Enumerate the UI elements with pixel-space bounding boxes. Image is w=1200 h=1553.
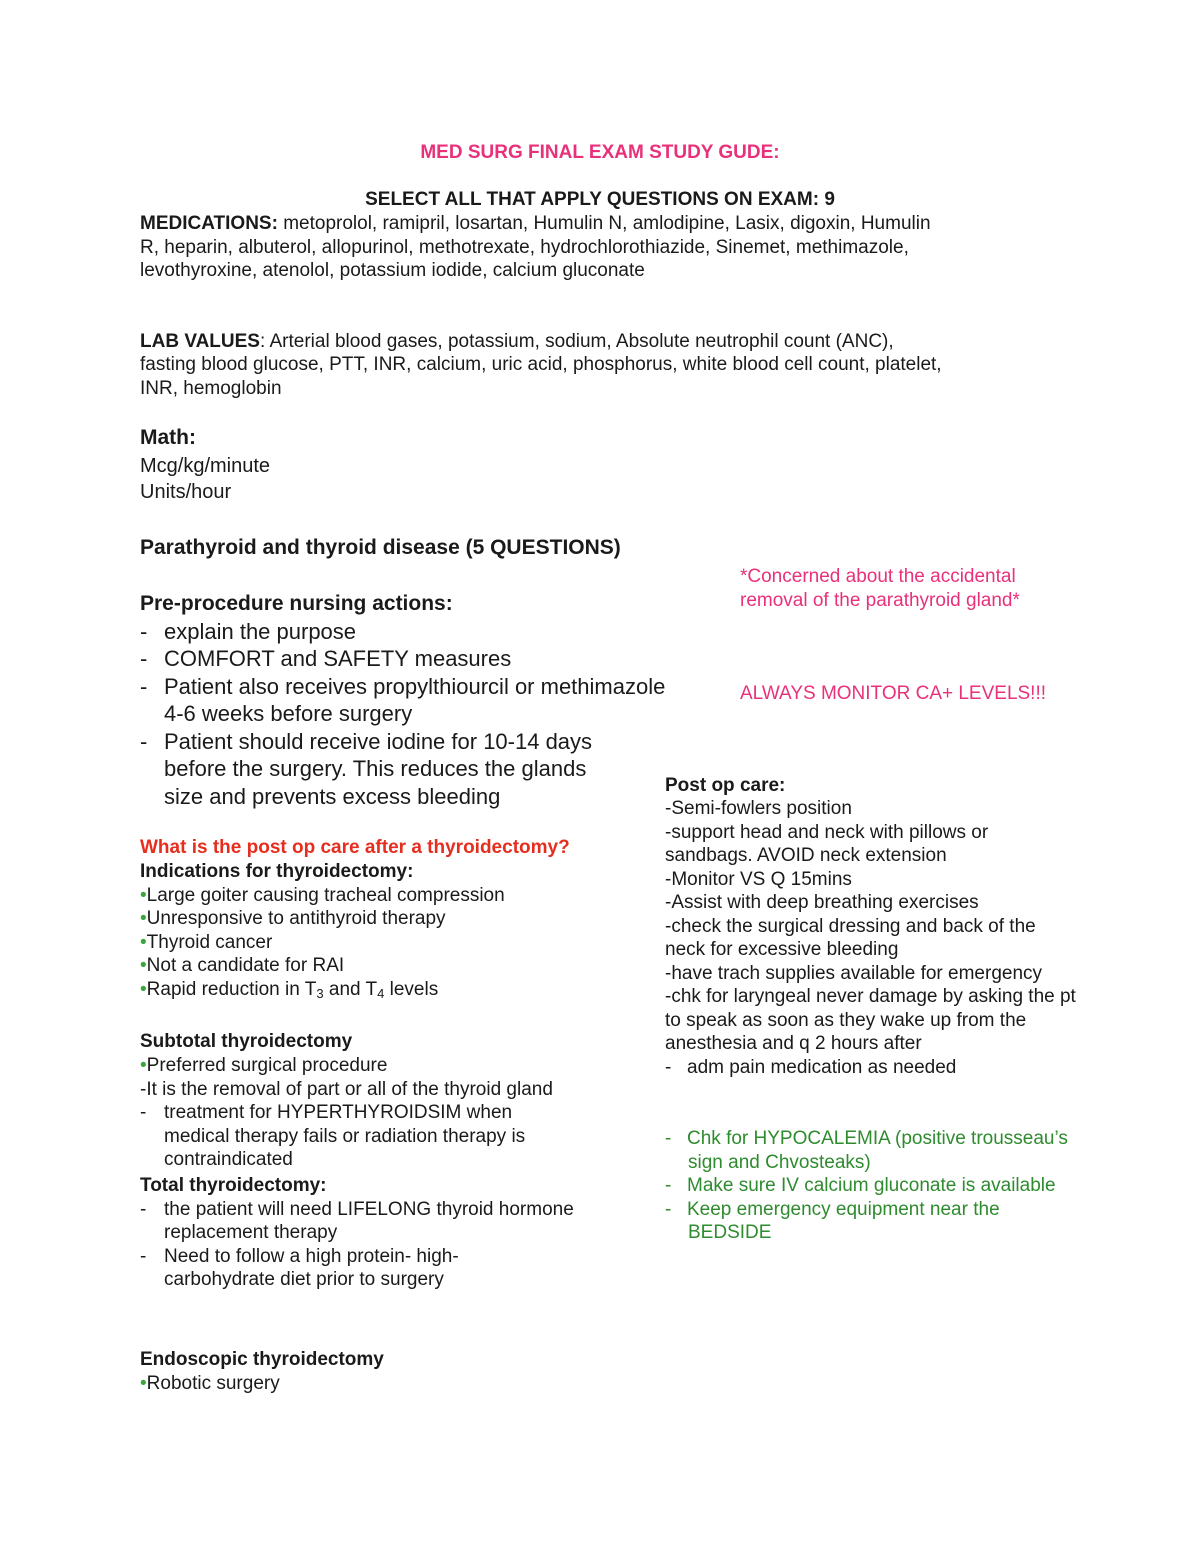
total-item: - Need to follow a high protein- high- bbox=[140, 1246, 459, 1267]
indication-item: •Large goiter causing tracheal compression bbox=[140, 885, 505, 906]
concern-note: *Concerned about the accidental bbox=[740, 566, 1016, 587]
endoscopic-item: •Robotic surgery bbox=[140, 1373, 280, 1394]
pre-procedure-item-cont: size and prevents excess bleeding bbox=[164, 784, 501, 809]
lab-values-line-3: INR, hemoglobin bbox=[140, 378, 282, 399]
pre-procedure-item-cont: 4-6 weeks before surgery bbox=[164, 701, 413, 726]
indication-item: •Not a candidate for RAI bbox=[140, 955, 345, 976]
subtotal-item: •Preferred surgical procedure bbox=[140, 1055, 388, 1076]
post-op-line: -support head and neck with pillows or bbox=[665, 822, 989, 843]
subtotal-item: - treatment for HYPERTHYROIDSIM when bbox=[140, 1102, 513, 1123]
total-item-cont: replacement therapy bbox=[164, 1222, 338, 1243]
hypocalcemia-item-cont: sign and Chvosteaks) bbox=[688, 1152, 871, 1173]
total-item-cont: carbohydrate diet prior to surgery bbox=[164, 1269, 444, 1290]
pre-procedure-item: - COMFORT and SAFETY measures bbox=[140, 646, 512, 671]
total-heading: Total thyroidectomy: bbox=[140, 1175, 327, 1196]
section-heading: Parathyroid and thyroid disease (5 QUESTIONS) bbox=[140, 536, 621, 559]
indication-item: •Unresponsive to antithyroid therapy bbox=[140, 908, 446, 929]
pre-procedure-item: - Patient should receive iodine for 10-14 days bbox=[140, 729, 593, 754]
post-op-line: anesthesia and q 2 hours after bbox=[665, 1033, 922, 1054]
page-title: MED SURG FINAL EXAM STUDY GUDE: bbox=[420, 142, 780, 163]
post-op-heading: Post op care: bbox=[665, 775, 786, 796]
concern-note: removal of the parathyroid gland* bbox=[740, 590, 1020, 611]
lab-values-text-1: : Arterial blood gases, potassium, sodium, Absolute neutrophil count (ANC), bbox=[259, 331, 894, 352]
post-op-line: neck for excessive bleeding bbox=[665, 939, 899, 960]
medications-line-3: levothyroxine, atenolol, potassium iodide, calcium gluconate bbox=[140, 260, 645, 281]
medications-text-1: metoprolol, ramipril, losartan, Humulin N, amlodipine, Lasix, digoxin, Humulin bbox=[277, 213, 931, 234]
indications-heading: Indications for thyroidectomy: bbox=[140, 861, 414, 882]
emergency-equipment-item: - Keep emergency equipment near the bbox=[665, 1199, 1000, 1220]
endoscopic-heading: Endoscopic thyroidectomy bbox=[140, 1349, 384, 1370]
subtotal-item-cont: contraindicated bbox=[164, 1149, 293, 1170]
post-op-line: -check the surgical dressing and back of the bbox=[665, 916, 1036, 937]
indication-item: •Rapid reduction in $T_3$ and $T_4$ levels bbox=[140, 979, 439, 1001]
post-op-line: -chk for laryngeal never damage by asking the pt bbox=[665, 986, 1076, 1007]
monitor-note: ALWAYS MONITOR CA+ LEVELS!!! bbox=[740, 683, 1047, 704]
post-op-line: -have trach supplies available for emergency bbox=[665, 963, 1043, 984]
indication-item: •Thyroid cancer bbox=[140, 932, 273, 953]
post-op-line: -Monitor VS Q 15mins bbox=[665, 869, 852, 890]
math-item: Units/hour bbox=[140, 481, 232, 503]
post-op-dash-item: - adm pain medication as needed bbox=[665, 1057, 957, 1078]
pre-procedure-item: - explain the purpose bbox=[140, 619, 357, 644]
medications-label: MEDICATIONS: bbox=[140, 213, 278, 234]
math-heading: Math: bbox=[140, 426, 196, 449]
subtotal-heading: Subtotal thyroidectomy bbox=[140, 1031, 353, 1052]
pre-procedure-item: - Patient also receives propylthiourcil or methimazole bbox=[140, 674, 666, 699]
calcium-gluconate-item: - Make sure IV calcium gluconate is available bbox=[665, 1175, 1056, 1196]
lab-values-line-2: fasting blood glucose, PTT, INR, calcium, uric acid, phosphorus, white blood cell count, platelet, bbox=[140, 354, 942, 375]
post-op-line: to speak as soon as they wake up from the bbox=[665, 1010, 1027, 1031]
hypocalcemia-item: - Chk for HYPOCALEMIA (positive trousseau’s bbox=[665, 1128, 1068, 1149]
post-op-line: sandbags. AVOID neck extension bbox=[665, 845, 947, 866]
total-item: - the patient will need LIFELONG thyroid hormone bbox=[140, 1199, 574, 1220]
pre-procedure-item-cont: before the surgery. This reduces the glands bbox=[164, 756, 587, 781]
medications-line-2: R, heparin, albuterol, allopurinol, methotrexate, hydrochlorothiazide, Sinemet, methimazole, bbox=[140, 237, 909, 258]
emergency-equipment-item-cont: BEDSIDE bbox=[688, 1222, 772, 1243]
subtotal-item: -It is the removal of part or all of the thyroid gland bbox=[140, 1079, 553, 1100]
subtotal-item-cont: medical therapy fails or radiation therapy is bbox=[164, 1126, 526, 1147]
math-item: Mcg/kg/minute bbox=[140, 455, 271, 477]
pre-procedure-heading: Pre-procedure nursing actions: bbox=[140, 592, 453, 615]
post-op-line: -Assist with deep breathing exercises bbox=[665, 892, 979, 913]
post-op-question: What is the post op care after a thyroidectomy? bbox=[140, 837, 570, 858]
lab-values-label: LAB VALUES bbox=[140, 331, 260, 352]
medications-line-1 bbox=[140, 212, 931, 236]
post-op-line: -Semi-fowlers position bbox=[665, 798, 852, 819]
lab-values-line-1 bbox=[140, 330, 894, 354]
sata-heading: SELECT ALL THAT APPLY QUESTIONS ON EXAM: 9 bbox=[365, 189, 835, 210]
